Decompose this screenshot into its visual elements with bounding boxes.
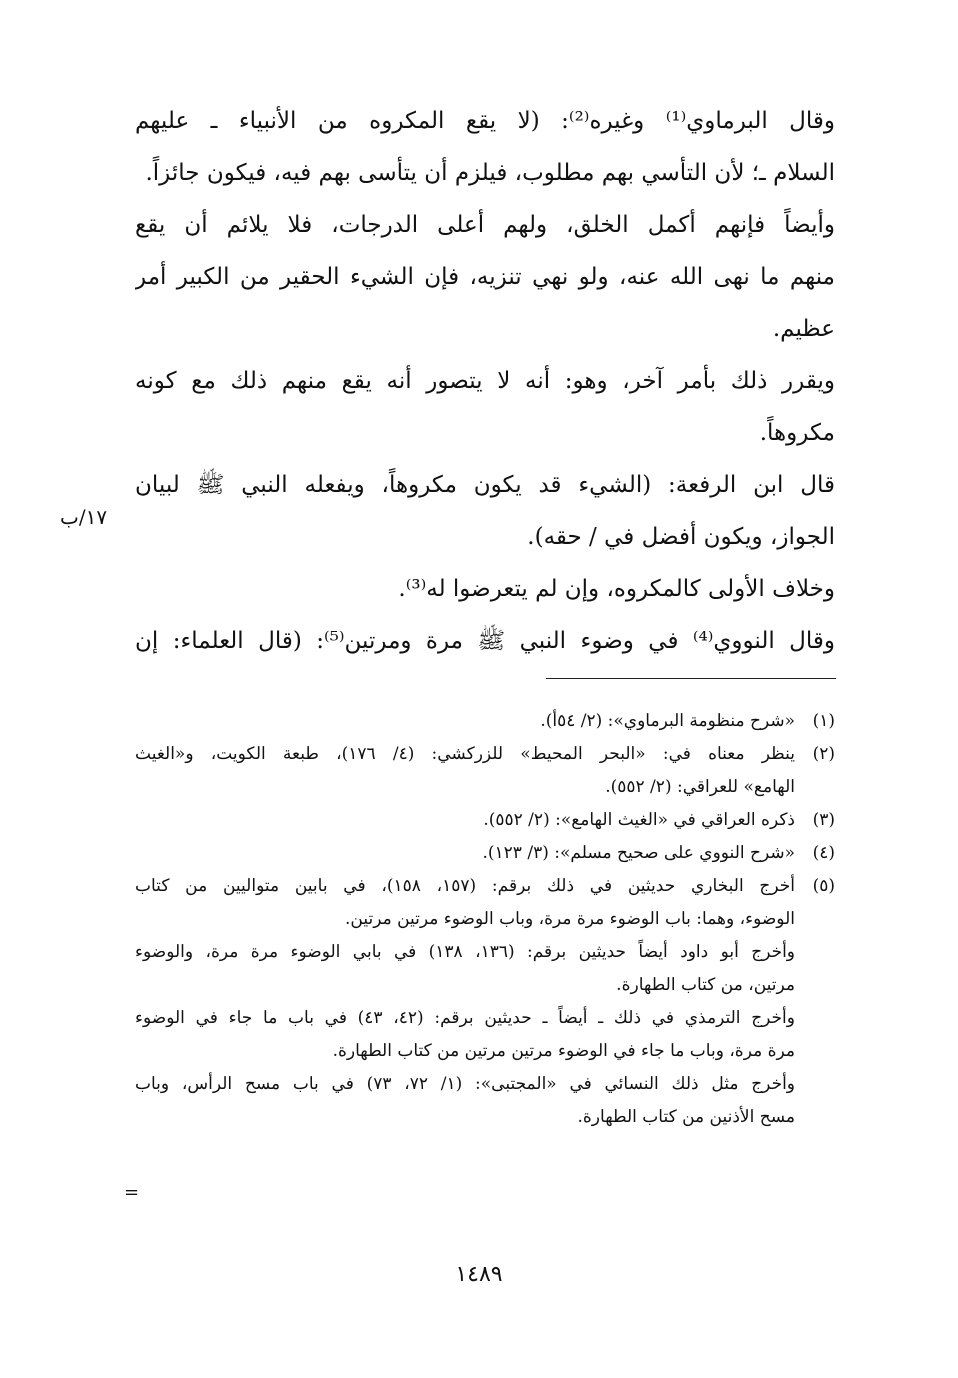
- footnote-line: أخرج البخاري حديثين في ذلك برقم: (١٥٧، ١٥٨)، في بابين متواليين من كتاب: [135, 876, 795, 896]
- text-line: الجواز، ويكون أفضل في / حقه).: [527, 524, 835, 550]
- footnote-line: «شرح النووي على صحيح مسلم»: (٣/ ١٢٣).: [482, 843, 795, 863]
- footnote-line: الوضوء، وهما: باب الوضوء مرة مرة، وباب الوضوء مرتين مرتين.: [344, 909, 795, 929]
- footnote-number: (٣): [812, 810, 835, 830]
- footnote-number: (٤): [812, 843, 835, 863]
- footnote-line: وأخرج أبو داود أيضاً حديثين برقم: (١٣٦، ١٣٨) في بابي الوضوء مرة مرة، والوضوء: [135, 942, 795, 962]
- footnote-number: (٢): [812, 744, 835, 764]
- footnote: [135, 738, 835, 804]
- footnote-line: «شرح منظومة البرماوي»: (٢/ ٥٤أ).: [540, 711, 795, 731]
- footnote-line: ذكره العراقي في «الغيث الهامع»: (٢/ ٥٥٢).: [483, 810, 795, 830]
- text-line: السلام ـ؛ لأن التأسي بهم مطلوب، فيلزم أن يتأسى بهم فيه، فيكون جائزاً.: [145, 160, 835, 186]
- footnote: [135, 837, 835, 870]
- footnotes: [135, 705, 835, 1134]
- text-line: عظيم.: [772, 316, 835, 342]
- main-text: [135, 95, 835, 667]
- footnote-line: الهامع» للعراقي: (٢/ ٥٥٢).: [605, 777, 795, 797]
- text-line: منهم ما نهى الله عنه، ولو نهي تنزيه، فإن الشيء الحقير من الكبير أمر: [135, 264, 835, 290]
- footnote: [135, 705, 835, 738]
- footnote-line: مرة مرة، وباب ما جاء في الوضوء مرتين مرتين من كتاب الطهارة.: [332, 1041, 795, 1061]
- footnote-line: ينظر معناه في: «البحر المحيط» للزركشي: (٤/ ١٧٦)، طبعة الكويت، و«الغيث: [135, 744, 795, 764]
- footnote-line: وأخرج مثل ذلك النسائي في «المجتبى»: (١/ ٧٢، ٧٣) في باب مسح الرأس، وباب: [135, 1074, 795, 1094]
- text-line: قال ابن الرفعة: (الشيء قد يكون مكروهاً، ويفعله النبي ﷺ لبيان: [135, 472, 835, 498]
- text-line: وأيضاً فإنهم أكمل الخلق، ولهم أعلى الدرجات، فلا يلائم أن يقع: [135, 212, 835, 238]
- footnote: [135, 804, 835, 837]
- page-number: ١٤٨٩: [455, 1262, 503, 1287]
- footnote-line: مرتين، من كتاب الطهارة.: [616, 975, 795, 995]
- footnote: [135, 870, 835, 1134]
- text-line: وقال النووي⁽⁴⁾ في وضوء النبي ﷺ مرة ومرتين⁽⁵⁾: (قال العلماء: إن: [135, 628, 835, 654]
- text-line: وخلاف الأولى كالمكروه، وإن لم يتعرضوا له⁽³⁾.: [398, 576, 835, 602]
- footnote-number: (٥): [812, 876, 835, 896]
- continuation-mark: =: [124, 1182, 140, 1203]
- footnote-separator: [546, 678, 836, 679]
- text-line: وقال البرماوي⁽¹⁾ وغيره⁽²⁾: (لا يقع المكروه من الأنبياء ـ عليهم: [135, 108, 835, 134]
- folio-margin-note: ١٧/ب: [60, 505, 108, 529]
- footnote-line: مسح الأذنين من كتاب الطهارة.: [577, 1107, 795, 1127]
- footnote-number: (١): [812, 711, 835, 731]
- text-line: مكروهاً.: [759, 420, 835, 446]
- text-line: ويقرر ذلك بأمر آخر، وهو: أنه لا يتصور أنه يقع منهم ذلك مع كونه: [135, 368, 835, 394]
- footnote-line: وأخرج الترمذي في ذلك ـ أيضاً ـ حديثين برقم: (٤٢، ٤٣) في باب ما جاء في الوضوء: [135, 1008, 795, 1028]
